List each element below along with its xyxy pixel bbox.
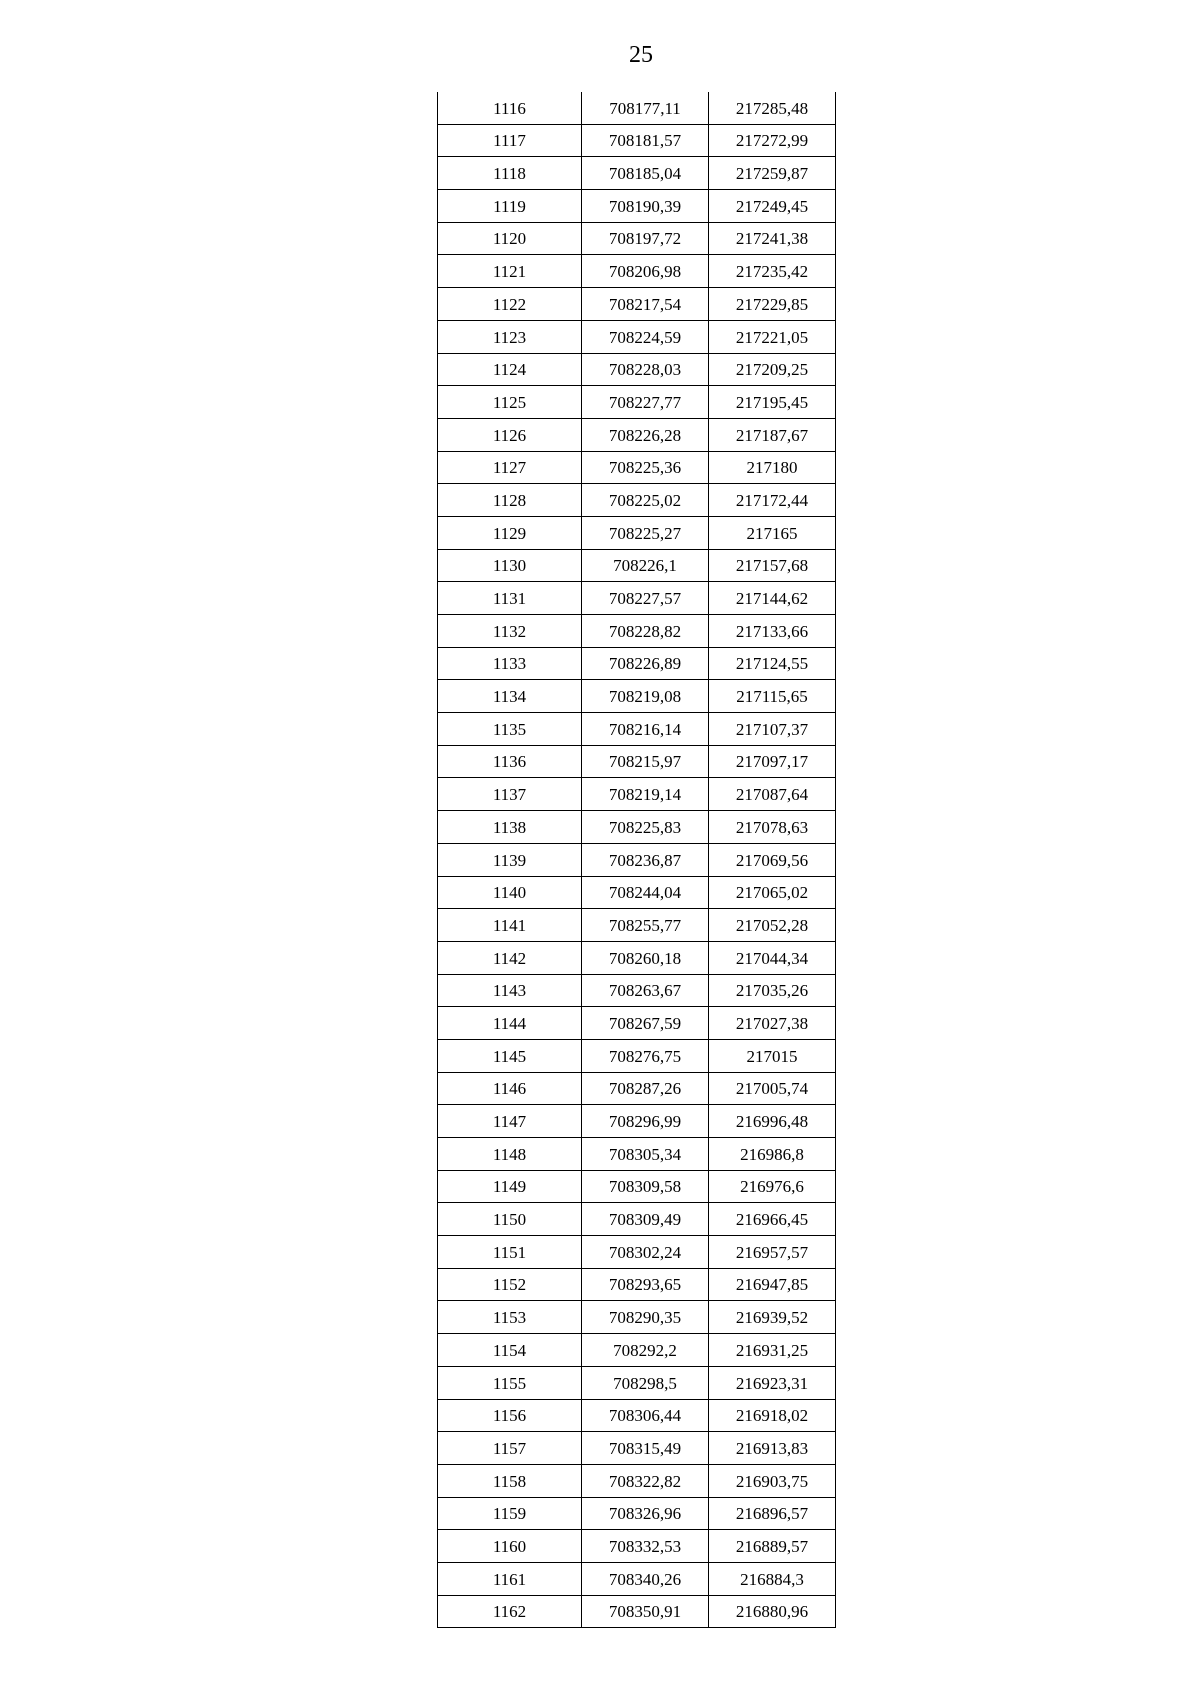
y-coordinate-cell: 217052,28 (709, 909, 836, 942)
y-coordinate-cell: 217209,25 (709, 353, 836, 386)
x-coordinate-cell: 708225,36 (582, 451, 709, 484)
point-number-cell: 1154 (438, 1334, 582, 1367)
y-coordinate-cell: 217087,64 (709, 778, 836, 811)
x-coordinate-cell: 708309,58 (582, 1170, 709, 1203)
table-row (438, 974, 836, 1007)
point-number-cell: 1129 (438, 516, 582, 549)
y-coordinate-cell: 216966,45 (709, 1203, 836, 1236)
point-number-cell: 1134 (438, 680, 582, 713)
x-coordinate-cell: 708293,65 (582, 1268, 709, 1301)
point-number-cell: 1149 (438, 1170, 582, 1203)
point-number-cell: 1145 (438, 1039, 582, 1072)
x-coordinate-cell: 708228,82 (582, 615, 709, 648)
point-number-cell: 1125 (438, 386, 582, 419)
table-row (438, 713, 836, 746)
table-row (438, 92, 836, 124)
point-number-cell: 1151 (438, 1236, 582, 1269)
y-coordinate-cell: 217069,56 (709, 843, 836, 876)
point-number-cell: 1124 (438, 353, 582, 386)
y-coordinate-cell: 216986,8 (709, 1138, 836, 1171)
point-number-cell: 1118 (438, 157, 582, 190)
table-row (438, 288, 836, 321)
y-coordinate-cell: 217015 (709, 1039, 836, 1072)
table-row (438, 647, 836, 680)
x-coordinate-cell: 708206,98 (582, 255, 709, 288)
x-coordinate-cell: 708326,96 (582, 1497, 709, 1530)
y-coordinate-cell: 217097,17 (709, 745, 836, 778)
table-row (438, 1203, 836, 1236)
table-row (438, 1497, 836, 1530)
table-row (438, 745, 836, 778)
table-row (438, 1268, 836, 1301)
x-coordinate-cell: 708244,04 (582, 876, 709, 909)
y-coordinate-cell: 217144,62 (709, 582, 836, 615)
point-number-cell: 1157 (438, 1432, 582, 1465)
table-row (438, 1595, 836, 1628)
y-coordinate-cell: 216931,25 (709, 1334, 836, 1367)
y-coordinate-cell: 217235,42 (709, 255, 836, 288)
table-row (438, 909, 836, 942)
table-row (438, 1399, 836, 1432)
table-row (438, 124, 836, 157)
x-coordinate-cell: 708215,97 (582, 745, 709, 778)
table-row (438, 222, 836, 255)
x-coordinate-cell: 708260,18 (582, 941, 709, 974)
table-row (438, 157, 836, 190)
point-number-cell: 1160 (438, 1530, 582, 1563)
point-number-cell: 1146 (438, 1072, 582, 1105)
y-coordinate-cell: 216884,3 (709, 1562, 836, 1595)
x-coordinate-cell: 708306,44 (582, 1399, 709, 1432)
y-coordinate-cell: 217107,37 (709, 713, 836, 746)
point-number-cell: 1135 (438, 713, 582, 746)
y-coordinate-cell: 217285,48 (709, 92, 836, 124)
y-coordinate-cell: 217005,74 (709, 1072, 836, 1105)
table-row (438, 1236, 836, 1269)
y-coordinate-cell: 217221,05 (709, 320, 836, 353)
x-coordinate-cell: 708226,1 (582, 549, 709, 582)
x-coordinate-cell: 708276,75 (582, 1039, 709, 1072)
x-coordinate-cell: 708185,04 (582, 157, 709, 190)
y-coordinate-cell: 217241,38 (709, 222, 836, 255)
table-row (438, 811, 836, 844)
y-coordinate-cell: 217027,38 (709, 1007, 836, 1040)
y-coordinate-cell: 216957,57 (709, 1236, 836, 1269)
y-coordinate-cell: 217044,34 (709, 941, 836, 974)
point-number-cell: 1128 (438, 484, 582, 517)
point-number-cell: 1141 (438, 909, 582, 942)
y-coordinate-cell: 216996,48 (709, 1105, 836, 1138)
point-number-cell: 1119 (438, 190, 582, 223)
y-coordinate-cell: 216939,52 (709, 1301, 836, 1334)
y-coordinate-cell: 217115,65 (709, 680, 836, 713)
x-coordinate-cell: 708302,24 (582, 1236, 709, 1269)
table-row (438, 484, 836, 517)
point-number-cell: 1161 (438, 1562, 582, 1595)
point-number-cell: 1127 (438, 451, 582, 484)
x-coordinate-cell: 708236,87 (582, 843, 709, 876)
x-coordinate-cell: 708227,57 (582, 582, 709, 615)
table-row (438, 190, 836, 223)
table-row (438, 1530, 836, 1563)
y-coordinate-cell: 217195,45 (709, 386, 836, 419)
point-number-cell: 1159 (438, 1497, 582, 1530)
y-coordinate-cell: 216889,57 (709, 1530, 836, 1563)
table-row (438, 615, 836, 648)
x-coordinate-cell: 708190,39 (582, 190, 709, 223)
x-coordinate-cell: 708292,2 (582, 1334, 709, 1367)
x-coordinate-cell: 708315,49 (582, 1432, 709, 1465)
x-coordinate-cell: 708267,59 (582, 1007, 709, 1040)
table-row (438, 941, 836, 974)
y-coordinate-cell: 216913,83 (709, 1432, 836, 1465)
point-number-cell: 1152 (438, 1268, 582, 1301)
point-number-cell: 1162 (438, 1595, 582, 1628)
x-coordinate-cell: 708226,89 (582, 647, 709, 680)
y-coordinate-cell: 217133,66 (709, 615, 836, 648)
x-coordinate-cell: 708197,72 (582, 222, 709, 255)
point-number-cell: 1156 (438, 1399, 582, 1432)
point-number-cell: 1121 (438, 255, 582, 288)
table-row (438, 1432, 836, 1465)
point-number-cell: 1123 (438, 320, 582, 353)
x-coordinate-cell: 708225,27 (582, 516, 709, 549)
table-row (438, 418, 836, 451)
y-coordinate-cell: 217249,45 (709, 190, 836, 223)
y-coordinate-cell: 217180 (709, 451, 836, 484)
point-number-cell: 1126 (438, 418, 582, 451)
point-number-cell: 1131 (438, 582, 582, 615)
point-number-cell: 1133 (438, 647, 582, 680)
point-number-cell: 1147 (438, 1105, 582, 1138)
point-number-cell: 1143 (438, 974, 582, 1007)
table-row (438, 1464, 836, 1497)
point-number-cell: 1153 (438, 1301, 582, 1334)
x-coordinate-cell: 708225,83 (582, 811, 709, 844)
point-number-cell: 1130 (438, 549, 582, 582)
point-number-cell: 1132 (438, 615, 582, 648)
y-coordinate-cell: 216947,85 (709, 1268, 836, 1301)
table-row (438, 451, 836, 484)
x-coordinate-cell: 708298,5 (582, 1366, 709, 1399)
point-number-cell: 1148 (438, 1138, 582, 1171)
y-coordinate-cell: 217065,02 (709, 876, 836, 909)
table-row (438, 255, 836, 288)
x-coordinate-cell: 708219,14 (582, 778, 709, 811)
table-row (438, 1334, 836, 1367)
page-number: 25 (629, 42, 653, 68)
x-coordinate-cell: 708290,35 (582, 1301, 709, 1334)
table-row (438, 1105, 836, 1138)
y-coordinate-cell: 216923,31 (709, 1366, 836, 1399)
table-row (438, 1366, 836, 1399)
x-coordinate-cell: 708216,14 (582, 713, 709, 746)
x-coordinate-cell: 708350,91 (582, 1595, 709, 1628)
y-coordinate-cell: 217035,26 (709, 974, 836, 1007)
x-coordinate-cell: 708255,77 (582, 909, 709, 942)
table-row (438, 778, 836, 811)
x-coordinate-cell: 708217,54 (582, 288, 709, 321)
table-row (438, 386, 836, 419)
x-coordinate-cell: 708225,02 (582, 484, 709, 517)
coordinates-table-body (438, 92, 836, 1628)
x-coordinate-cell: 708340,26 (582, 1562, 709, 1595)
x-coordinate-cell: 708296,99 (582, 1105, 709, 1138)
y-coordinate-cell: 217259,87 (709, 157, 836, 190)
x-coordinate-cell: 708224,59 (582, 320, 709, 353)
point-number-cell: 1150 (438, 1203, 582, 1236)
x-coordinate-cell: 708263,67 (582, 974, 709, 1007)
y-coordinate-cell: 217124,55 (709, 647, 836, 680)
point-number-cell: 1137 (438, 778, 582, 811)
table-row (438, 1138, 836, 1171)
table-row (438, 549, 836, 582)
y-coordinate-cell: 216896,57 (709, 1497, 836, 1530)
table-row (438, 1301, 836, 1334)
x-coordinate-cell: 708322,82 (582, 1464, 709, 1497)
y-coordinate-cell: 216880,96 (709, 1595, 836, 1628)
point-number-cell: 1142 (438, 941, 582, 974)
x-coordinate-cell: 708309,49 (582, 1203, 709, 1236)
table-row (438, 876, 836, 909)
point-number-cell: 1117 (438, 124, 582, 157)
table-row (438, 1170, 836, 1203)
table-row (438, 1039, 836, 1072)
point-number-cell: 1158 (438, 1464, 582, 1497)
y-coordinate-cell: 217272,99 (709, 124, 836, 157)
point-number-cell: 1144 (438, 1007, 582, 1040)
x-coordinate-cell: 708219,08 (582, 680, 709, 713)
y-coordinate-cell: 216918,02 (709, 1399, 836, 1432)
table-row (438, 843, 836, 876)
y-coordinate-cell: 217157,68 (709, 549, 836, 582)
table-row (438, 680, 836, 713)
point-number-cell: 1116 (438, 92, 582, 124)
x-coordinate-cell: 708305,34 (582, 1138, 709, 1171)
x-coordinate-cell: 708177,11 (582, 92, 709, 124)
point-number-cell: 1120 (438, 222, 582, 255)
point-number-cell: 1136 (438, 745, 582, 778)
table-row (438, 320, 836, 353)
x-coordinate-cell: 708181,57 (582, 124, 709, 157)
x-coordinate-cell: 708332,53 (582, 1530, 709, 1563)
y-coordinate-cell: 217078,63 (709, 811, 836, 844)
x-coordinate-cell: 708227,77 (582, 386, 709, 419)
y-coordinate-cell: 217172,44 (709, 484, 836, 517)
point-number-cell: 1139 (438, 843, 582, 876)
x-coordinate-cell: 708228,03 (582, 353, 709, 386)
x-coordinate-cell: 708287,26 (582, 1072, 709, 1105)
y-coordinate-cell: 217187,67 (709, 418, 836, 451)
y-coordinate-cell: 217165 (709, 516, 836, 549)
point-number-cell: 1140 (438, 876, 582, 909)
y-coordinate-cell: 216903,75 (709, 1464, 836, 1497)
table-row (438, 1562, 836, 1595)
table-row (438, 1072, 836, 1105)
point-number-cell: 1122 (438, 288, 582, 321)
point-number-cell: 1155 (438, 1366, 582, 1399)
table-row (438, 1007, 836, 1040)
table-row (438, 516, 836, 549)
table-row (438, 353, 836, 386)
coordinates-table (437, 92, 836, 1628)
y-coordinate-cell: 217229,85 (709, 288, 836, 321)
x-coordinate-cell: 708226,28 (582, 418, 709, 451)
y-coordinate-cell: 216976,6 (709, 1170, 836, 1203)
table-row (438, 582, 836, 615)
point-number-cell: 1138 (438, 811, 582, 844)
